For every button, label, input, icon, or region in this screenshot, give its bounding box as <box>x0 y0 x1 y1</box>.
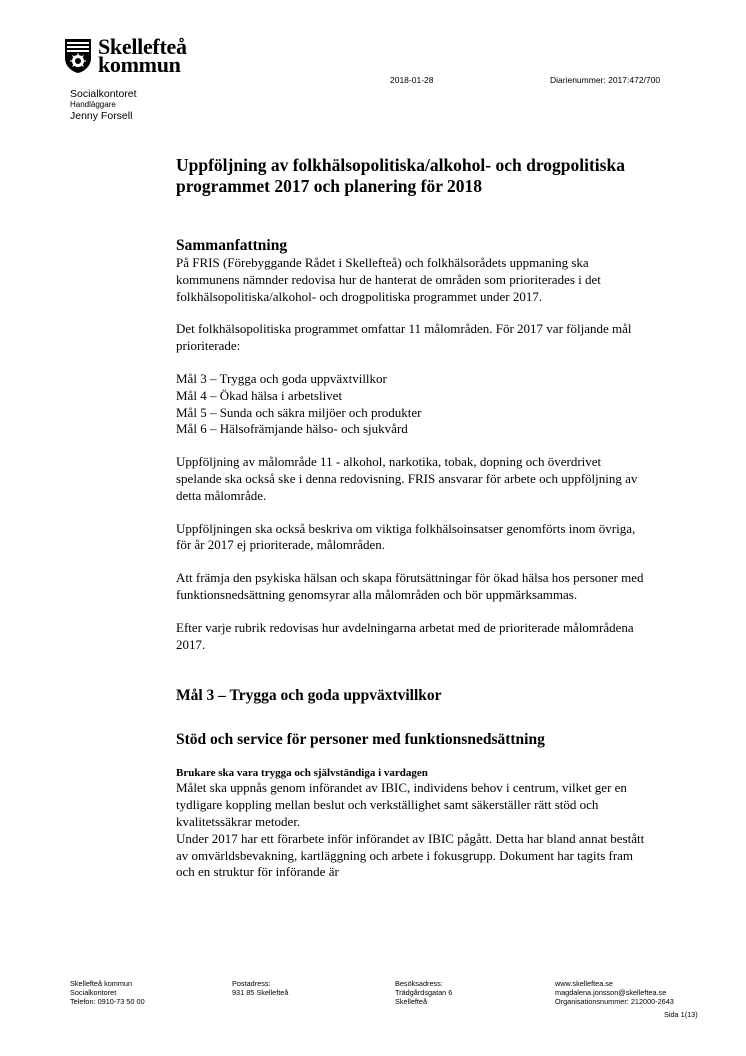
department-name: Socialkontoret <box>70 88 137 100</box>
footer-line: Socialkontoret <box>70 988 117 997</box>
footer-line: Trädgårdsgatan 6 <box>395 988 453 997</box>
diary-number: Diarienummer: 2017:472/700 <box>550 75 661 85</box>
summary-paragraph-3: Uppföljning av målområde 11 - alkohol, narkotika, tobak, dopning och överdrivet spelande ska också ske i denna redovisning. FRIS ansvarar för arbete och uppföljning av detta målområde. <box>176 454 638 503</box>
logo-line-1: Skellefteå <box>98 34 187 59</box>
footer-contact <box>555 979 674 1006</box>
logo-wordmark <box>98 34 187 77</box>
footer-website-link[interactable]: www.skelleftea.se <box>555 979 613 988</box>
document-date: 2018-01-28 <box>390 75 434 85</box>
summary-paragraph-2: Det folkhälsopolitiska programmet omfattar 11 målområden. För 2017 var följande mål prioriterade: <box>176 321 632 354</box>
footer-line: Telefon: 0910-73 50 00 <box>70 997 145 1006</box>
coat-of-arms-icon <box>64 38 92 74</box>
document-body <box>176 155 646 881</box>
goal-list <box>176 371 646 438</box>
footer-line: 931 85 Skellefteå <box>232 988 289 997</box>
footer-line: Skellefteå <box>395 997 428 1006</box>
footer-organization <box>70 979 145 1006</box>
footer-postal-address <box>232 979 288 997</box>
role-label: Handläggare <box>70 100 116 109</box>
footer-line: Besöksadress: <box>395 979 443 988</box>
goal-list-item: Mål 6 – Hälsofrämjande hälso- och sjukvård <box>176 421 408 437</box>
summary-paragraph-5: Att främja den psykiska hälsan och skapa förutsättningar för ökad hälsa hos personer med funktionsnedsättning genomsyrar alla målområden och bör uppmärksammas. <box>176 570 644 602</box>
document-title: Uppföljning av folkhälsopolitiska/alkohol- och drogpolitiska programmet 2017 och planering för 2018 <box>176 155 625 196</box>
footer-visiting-address <box>395 979 452 1006</box>
goal3-bold-line: Brukare ska vara trygga och självständiga i vardagen <box>176 767 428 780</box>
page-number: Sida 1(13) <box>664 1010 698 1019</box>
municipality-logo <box>64 34 204 84</box>
footer-line: Organisationsnummer: 212000-2643 <box>555 997 674 1006</box>
summary-paragraph-4: Uppföljningen ska också beskriva om viktiga folkhälsoinsatser genomförts inom övriga, för år 2017 ej prioriterade, målområden. <box>176 520 636 553</box>
goal3-subheading: Stöd och service för personer med funktionsnedsättning <box>176 731 545 749</box>
person-name: Jenny Forsell <box>70 110 133 122</box>
footer-line: Postadress: <box>232 979 271 988</box>
logo-line-2: kommun <box>98 52 181 77</box>
goal3-heading: Mål 3 – Trygga och goda uppväxtvillkor <box>176 687 442 705</box>
goal-list-item: Mål 4 – Ökad hälsa i arbetslivet <box>176 387 343 403</box>
summary-paragraph-6: Efter varje rubrik redovisas hur avdelningarna arbetat med de prioriterade målområdena 2017. <box>176 619 634 652</box>
goal-list-item: Mål 5 – Sunda och säkra miljöer och produkter <box>176 404 422 420</box>
footer-line: Skellefteå kommun <box>70 979 133 988</box>
footer-email-link[interactable]: magdalena.jonsson@skelleftea.se <box>555 988 667 997</box>
goal-list-item: Mål 3 – Trygga och goda uppväxtvillkor <box>176 370 387 386</box>
summary-heading: Sammanfattning <box>176 237 288 254</box>
goal3-paragraph-1: Målet ska uppnås genom införandet av IBIC, individens behov i centrum, vilket ger en tydligare koppling mellan beslut och verkställighet samt säkerställer rätt stöd och kvalitetssäkrar metoder. <box>176 780 627 829</box>
goal3-paragraph-2: Under 2017 har ett förarbete inför införandet av IBIC pågått. Detta har bland annat bestått av omvärldsbevakning, kartläggning och arbete i fokusgrupp. Dokument har tagits fram och en struktur för införande är <box>176 830 645 880</box>
summary-paragraph-1: På FRIS (Förebyggande Rådet i Skellefteå) och folkhälsorådets uppmaning ska kommunens nämnder redovisa hur de hanterat de områden som prioriterades i det folkhälsopolitiska/alkohol- och drogpolitiska programmet under 2017. <box>176 255 601 304</box>
